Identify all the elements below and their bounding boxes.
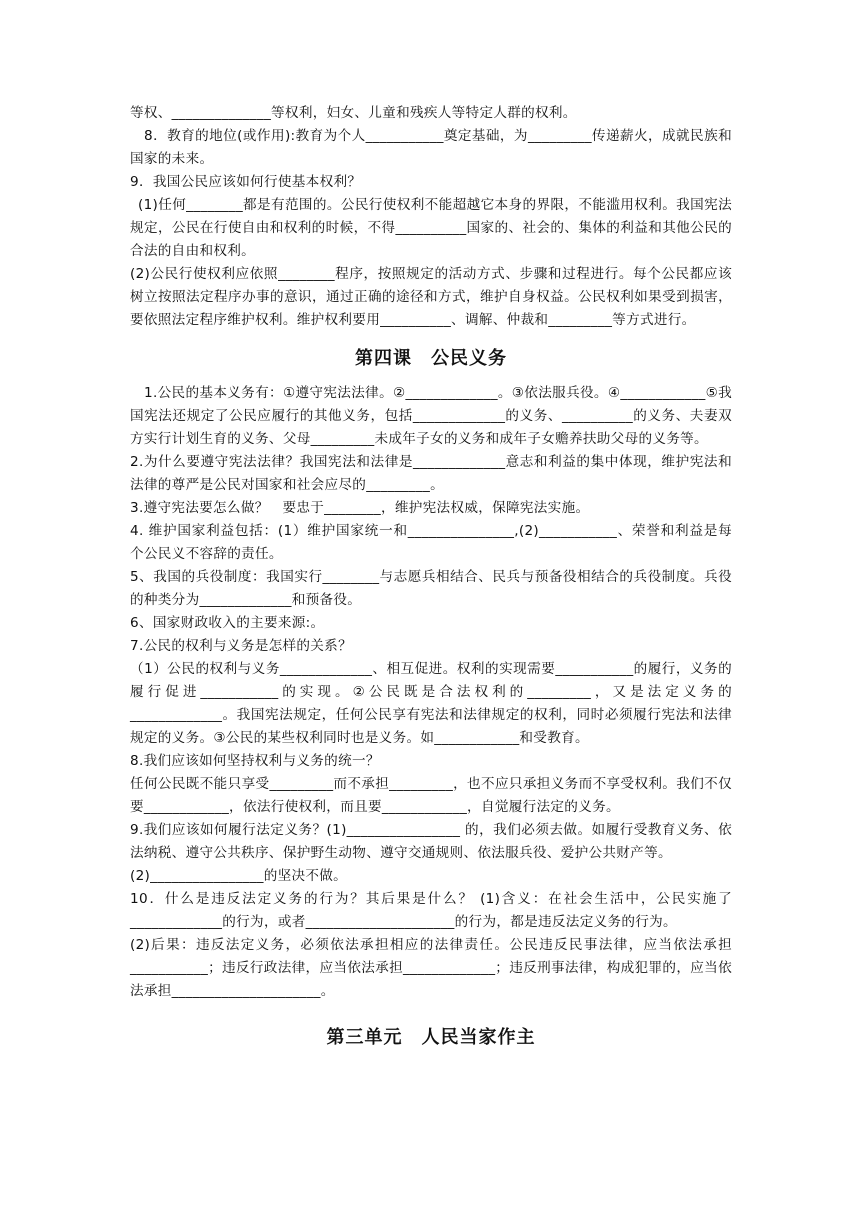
question-9-part-1: (1)任何________都是有范围的。公民行使权利不能超越它本身的界限，不能滥用权利。我国宪法规定，公民在行使自由和权利的时候，不得__________国家的、社会的、集体的利益和其他公民的合法的自由和权利。 bbox=[130, 197, 732, 259]
question-9-part-2: (2)公民行使权利应依照________程序，按照规定的活动方式、步骤和过程进行。每个公民都应该树立按照法定程序办事的意识，通过正确的途径和方式，维护自身权益。公民权利如果受到损害，要依照法定程序维护权利。维护权利要用__________、调解、仲裁和_________等方式进行。 bbox=[130, 266, 732, 328]
lesson4-item-10: 10．什么是违反法定义务的行为？其后果是什么？ (1)含义：在社会生活中，公民实施了_____________的行为，或者_____________________的行为，都是违反法定义务的行为。 bbox=[130, 891, 732, 930]
lesson4-item-4: 4. 维护国家利益包括：(1）维护国家统一和_______________,(2)___________、荣誉和利益是每个公民义不容辞的责任。 bbox=[130, 523, 732, 562]
lesson4-item-2: 2.为什么要遵守宪法法律？我国宪法和法律是_____________意志和利益的集中体现，维护宪法和法律的尊严是公民对国家和社会应尽的_________。 bbox=[130, 454, 732, 493]
question-9-title: 9．我国公民应该如何行使基本权利？ bbox=[130, 174, 362, 190]
lesson4-item-8-body: 任何公民既不能只享受_________而不承担_________，也不应只承担义务而不享受权利。我们不仅要____________，依法行使权利，而且要____________，自觉履行法定的义务。 bbox=[130, 776, 732, 815]
lesson4-item-5: 5、我国的兵役制度：我国实行________与志愿兵相结合、民兵与预备役相结合的兵役制度。兵役的种类分为_____________和预备役。 bbox=[130, 569, 732, 608]
lesson4-item-8-title: 8.我们应该如何坚持权利与义务的统一？ bbox=[130, 753, 380, 769]
lesson4-item-9: 9.我们应该如何履行法定义务？(1)________________ 的，我们必须去做。如履行受教育义务、依法纳税、遵守公共秩序、保护野生动物、遵守交通规则、依法服兵役、爱护公共财产等。 bbox=[130, 822, 732, 861]
document-body bbox=[130, 102, 732, 1061]
question-8: 8．教育的地位(或作用):教育为个人___________奠定基础，为_________传递薪火，成就民族和国家的未来。 bbox=[130, 128, 732, 167]
section-heading-lesson-4: 第四课 公民义务 bbox=[355, 348, 507, 369]
lesson4-item-6: 6、国家财政收入的主要来源:。 bbox=[130, 615, 325, 631]
unit-heading-3: 第三单元 人民当家作主 bbox=[326, 1027, 536, 1048]
lesson4-item-1: 1.公民的基本义务有：①遵守宪法法律。②_____________。③依法服兵役。④____________⑤我国宪法还规定了公民应履行的其他义务，包括_____________的义务、__________的义务、夫妻双方实行计划生育的义务、父母_________未成年子女的义务和成年子女赡养扶助父母的义务等。 bbox=[130, 385, 732, 447]
lesson4-item-7-body: （1）公民的权利与义务_____________、相互促进。权利的实现需要___________的履行，义务的履行促进___________的实现。②公民既是合法权利的_________，又是法定义务的_____________。我国宪法规定，任何公民享有宪法和法律规定的权利，同时必须履行宪法和法律规定的义务。③公民的某些权利同时也是义务。如____________和受教育。 bbox=[130, 661, 732, 746]
text-line: 等权、______________等权利，妇女、儿童和残疾人等特定人群的权利。 bbox=[130, 105, 577, 121]
lesson4-item-9-part-2: (2)________________的坚决不做。 bbox=[130, 868, 348, 884]
lesson4-item-10-part-2: (2)后果：违反法定义务，必须依法承担相应的法律责任。公民违反民事法律，应当依法承担___________；违反行政法律，应当依法承担_____________；违反刑事法律，构成犯罪的，应当依法承担_____________________。 bbox=[130, 937, 732, 999]
lesson4-item-7-title: 7.公民的权利与义务是怎样的关系？ bbox=[130, 638, 352, 654]
lesson4-item-3: 3.遵守宪法要怎么做？ 要忠于________，维护宪法权威，保障宪法实施。 bbox=[130, 500, 590, 516]
